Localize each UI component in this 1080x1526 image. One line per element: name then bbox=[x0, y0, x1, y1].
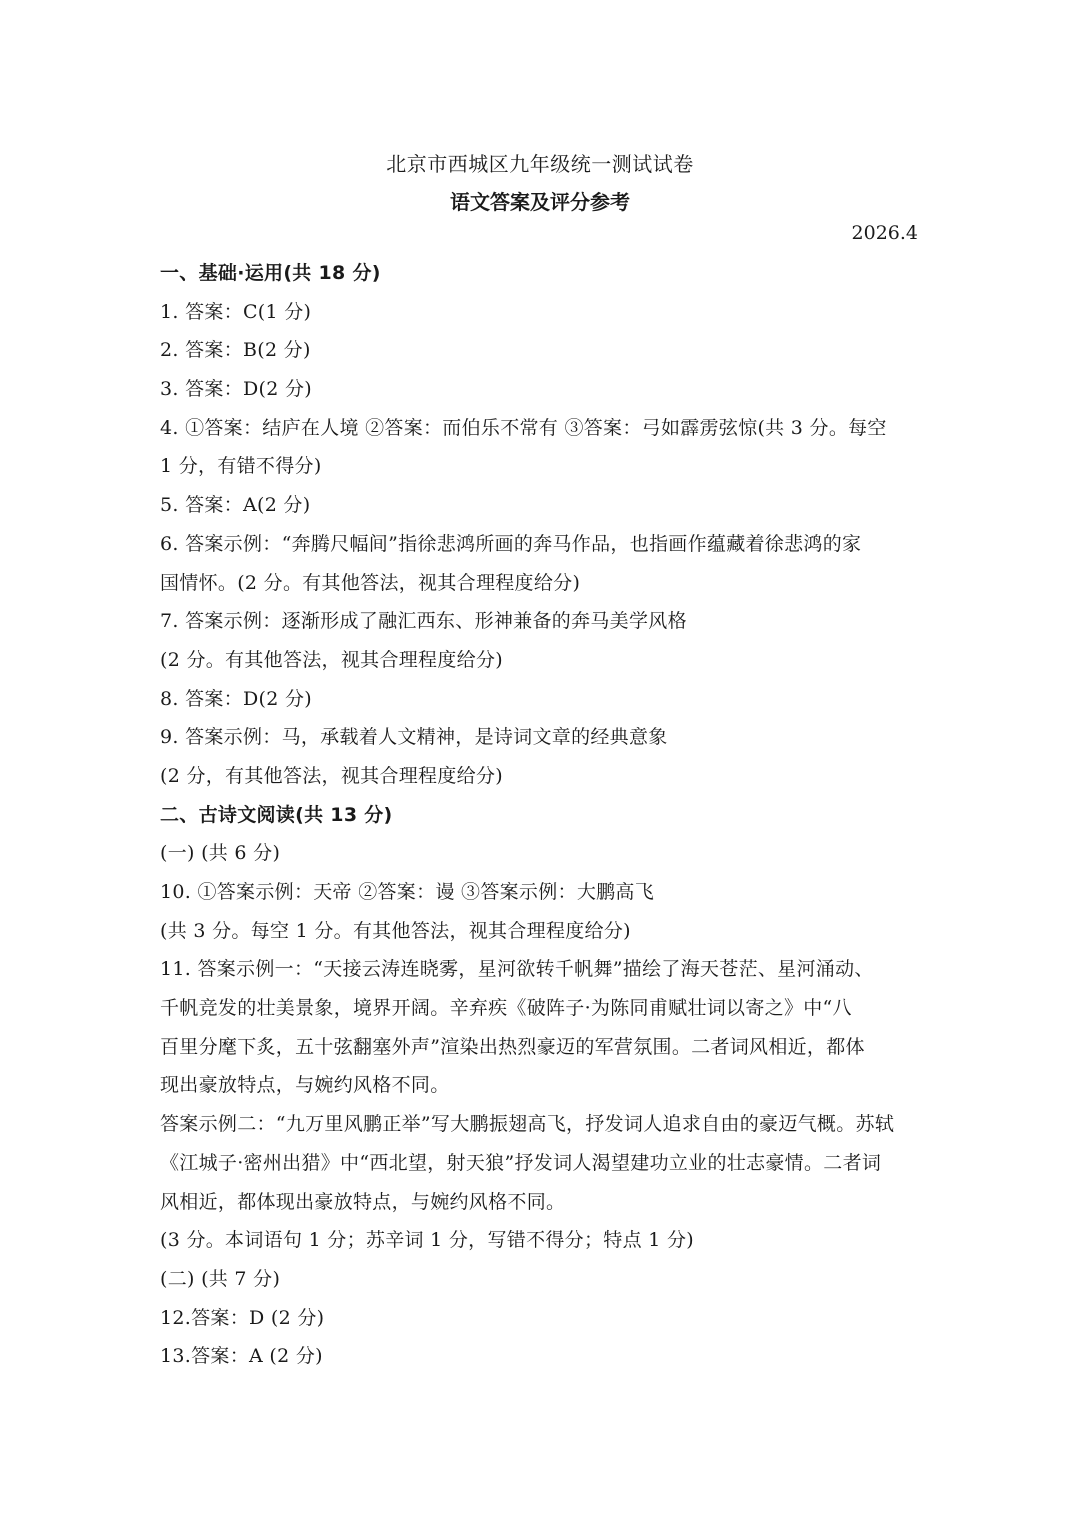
text-line: 13.答案：A (2 分) bbox=[160, 1345, 323, 1368]
text-line: 百里分麾下炙，五十弦翻塞外声”渲染出热烈豪迈的军营氛围。二者词风相近，都体 bbox=[160, 1035, 865, 1058]
text-line: 9. 答案示例：马，承载着人文精神，是诗词文章的经典意象 bbox=[160, 726, 668, 749]
text-line: 5. 答案：A(2 分) bbox=[160, 494, 311, 517]
text-line: 3. 答案：D(2 分) bbox=[160, 378, 312, 401]
text-line: 11. 答案示例一：“天接云涛连晓雾，星河欲转千帆舞”描绘了海天苍茫、星河涌动、 bbox=[160, 958, 874, 981]
text-line: 《江城子·密州出猎》中“西北望，射天狼”抒发词人渴望建功立业的壮志豪情。二者词 bbox=[160, 1151, 882, 1174]
text-line: (2 分。有其他答法，视其合理程度给分) bbox=[160, 648, 503, 671]
text-line: (二) (共 7 分) bbox=[160, 1267, 281, 1290]
text-line: 12.答案：D (2 分) bbox=[160, 1306, 325, 1329]
text-line: (一) (共 6 分) bbox=[160, 842, 281, 865]
text-line: 1. 答案：C(1 分) bbox=[160, 300, 312, 323]
section-heading: 一、基础·运用(共 18 分) bbox=[160, 262, 381, 284]
text-line: 7. 答案示例：逐渐形成了融汇西东、形神兼备的奔马美学风格 bbox=[160, 610, 687, 633]
text-line: 4. ①答案：结庐在人境 ②答案：而伯乐不常有 ③答案：弓如霹雳弦惊(共 3 分。每空 bbox=[160, 416, 887, 439]
text-line: 6. 答案示例：“奔腾尺幅间”指徐悲鸿所画的奔马作品，也指画作蕴藏着徐悲鸿的家 bbox=[160, 532, 862, 555]
text-line: (2 分，有其他答法，视其合理程度给分) bbox=[160, 764, 503, 787]
page-subtitle: 语文答案及评分参考 bbox=[450, 190, 630, 214]
text-line: 国情怀。(2 分。有其他答法，视其合理程度给分) bbox=[160, 571, 581, 594]
text-line: (3 分。本词语句 1 分；苏辛词 1 分，写错不得分；特点 1 分) bbox=[160, 1229, 694, 1252]
page-title: 北京市西城区九年级统一测试试卷 bbox=[386, 152, 694, 176]
text-line: 风相近，都体现出豪放特点，与婉约风格不同。 bbox=[160, 1190, 566, 1213]
document-date: 2026.4 bbox=[851, 222, 918, 244]
text-line: 2. 答案：B(2 分) bbox=[160, 339, 311, 362]
text-line: 现出豪放特点，与婉约风格不同。 bbox=[160, 1074, 450, 1097]
text-line: 10. ①答案示例：天帝 ②答案：谩 ③答案示例：大鹏高飞 bbox=[160, 881, 655, 903]
answer-content bbox=[160, 254, 920, 1376]
text-line: 1 分，有错不得分) bbox=[160, 455, 322, 478]
text-line: 千帆竞发的壮美景象，境界开阔。辛弃疾《破阵子·为陈同甫赋壮词以寄之》中“八 bbox=[160, 997, 852, 1020]
text-line: (共 3 分。每空 1 分。有其他答法，视其合理程度给分) bbox=[160, 919, 631, 942]
text-line: 8. 答案：D(2 分) bbox=[160, 687, 312, 710]
section-heading: 二、古诗文阅读(共 13 分) bbox=[160, 803, 393, 826]
text-line: 答案示例二：“九万里风鹏正举”写大鹏振翅高飞，抒发词人追求自由的豪迈气概。苏轼 bbox=[160, 1113, 895, 1136]
